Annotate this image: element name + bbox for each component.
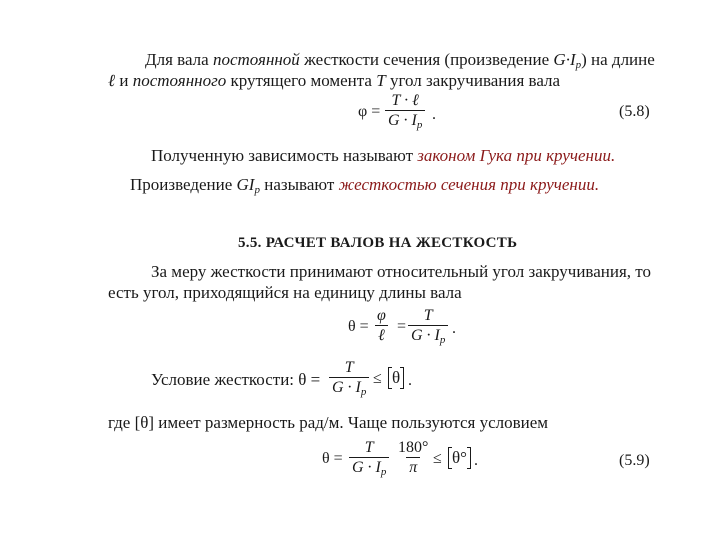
symbol-gip: GI: [236, 175, 255, 194]
denominator: $G \cdot I_p$: [329, 377, 369, 402]
allowable-bracket: [388, 367, 404, 389]
eq59-tail: .: [474, 452, 478, 469]
text: и: [115, 71, 133, 90]
term-hooke-law: законом Гука при кручении.: [417, 146, 616, 165]
allowable-theta-degrees: θ°: [452, 448, 467, 467]
numerator: T: [344, 359, 354, 376]
eq59-fraction-2: [395, 439, 431, 478]
subscript: p: [254, 184, 260, 196]
denominator: ℓ: [375, 325, 388, 346]
text: называют: [259, 175, 339, 194]
theta-fraction-2: [408, 307, 448, 350]
text: Произведение: [130, 175, 237, 194]
allowable-bracket: [448, 447, 471, 469]
paragraph-4-line-1: За меру жесткости принимают относительный угол закручивания, то: [151, 262, 651, 281]
equation-number: (5.9): [619, 452, 650, 469]
text: Для вала: [145, 50, 213, 69]
eq59-lhs: θ =: [322, 450, 343, 467]
paragraph-5: где [θ] имеет размерность рад/м. Чаще пользуются условием: [108, 413, 549, 432]
theta-fraction-1: [374, 307, 389, 346]
denominator: π: [406, 457, 420, 478]
condition-label: Условие жесткости: θ =: [151, 370, 321, 389]
emphasis-constant: постоянного: [132, 71, 227, 90]
term-torsional-stiffness: жесткостью сечения при кручении.: [338, 175, 600, 194]
numerator: T · ℓ: [391, 92, 419, 109]
theta-tail: .: [452, 320, 456, 337]
text: жесткости сечения (произведение: [299, 50, 554, 69]
less-equal-sign: ≤: [433, 450, 442, 467]
numerator: φ: [377, 307, 386, 324]
text: крутящего момента: [226, 71, 377, 90]
less-equal-sign: ≤: [373, 370, 382, 387]
theta-lhs: θ =: [348, 318, 369, 335]
equation-number: (5.8): [619, 103, 650, 120]
condition-tail: .: [408, 372, 412, 389]
eq58-fraction: [385, 92, 425, 135]
numerator: T: [423, 307, 433, 324]
paragraph-1-line-2: [108, 71, 560, 91]
paragraph-4-line-2: есть угол, приходящийся на единицу длины вала: [108, 283, 462, 302]
symbol-torque: T: [376, 71, 386, 90]
eq59-fraction-1: [349, 439, 389, 482]
subscript: p: [575, 59, 582, 71]
denominator: $G \cdot I_p$: [408, 325, 448, 350]
numerator: 180°: [398, 439, 429, 456]
symbol-length: ℓ: [108, 71, 116, 90]
eq58-lhs: φ =: [358, 103, 381, 120]
paragraph-2: [151, 146, 615, 166]
text: Полученную зависимость называют: [151, 146, 418, 165]
allowable-theta: θ: [392, 368, 401, 387]
eq58-tail: .: [432, 106, 436, 123]
denominator: $G \cdot I_p$: [385, 110, 425, 135]
section-heading: 5.5. РАСЧЕТ ВАЛОВ НА ЖЕСТКОСТЬ: [238, 235, 518, 251]
paragraph-3: [130, 175, 599, 200]
denominator: $G \cdot I_p$: [349, 457, 389, 482]
text: ) на длине: [581, 50, 655, 69]
text: угол закручивания вала: [385, 71, 561, 90]
condition-fraction: [329, 359, 369, 402]
symbol-gip: G·I: [553, 50, 576, 69]
equals-sign: =: [397, 318, 407, 335]
emphasis-constant: постоянной: [212, 50, 300, 69]
numerator: T: [364, 439, 374, 456]
